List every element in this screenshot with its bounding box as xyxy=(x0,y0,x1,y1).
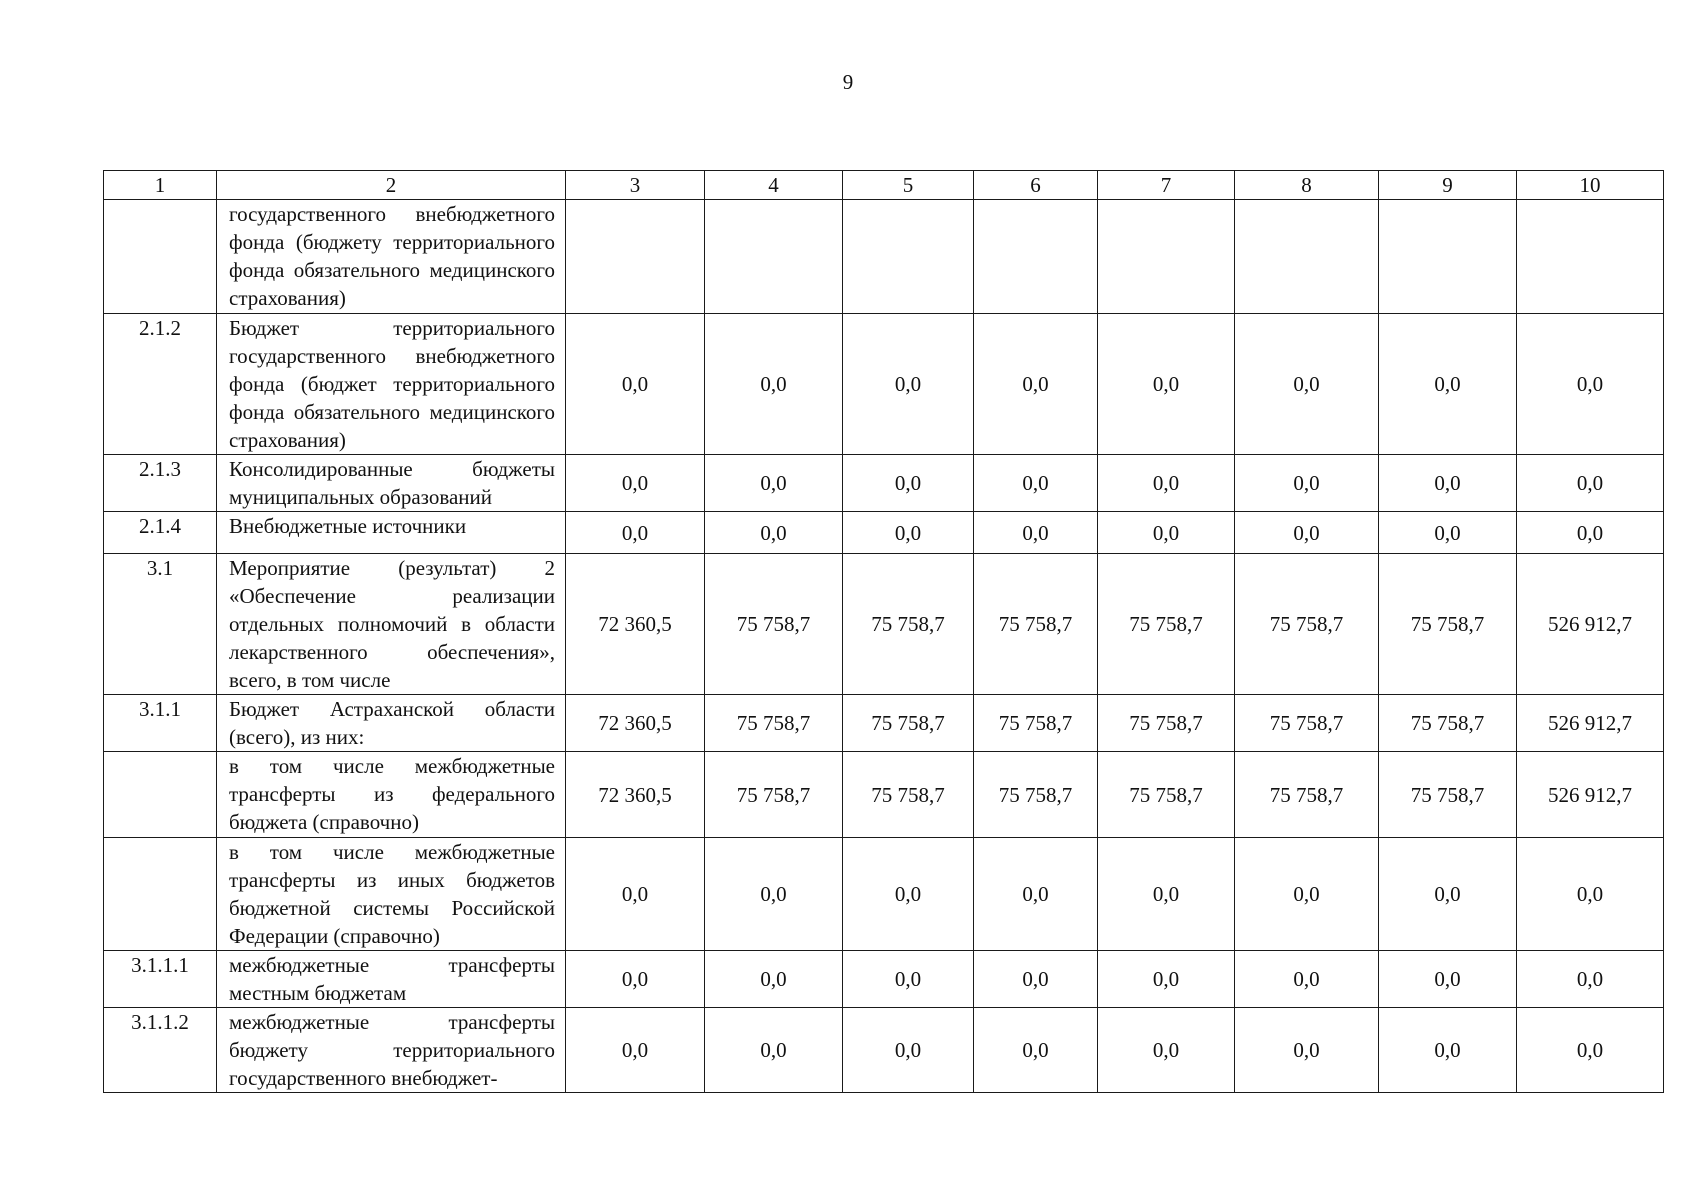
row-description: Внебюджетные источники xyxy=(217,512,566,554)
value-cell: 72 360,5 xyxy=(566,752,705,838)
row-number: 3.1.1.1 xyxy=(104,951,217,1008)
value-cell: 0,0 xyxy=(843,512,974,554)
budget-table xyxy=(103,170,1664,1093)
value-cell: 0,0 xyxy=(1517,512,1664,554)
value-cell: 0,0 xyxy=(1517,314,1664,455)
value-cell xyxy=(1517,200,1664,314)
value-cell: 0,0 xyxy=(1379,512,1517,554)
row-number xyxy=(104,838,217,951)
table-row xyxy=(104,695,1664,752)
value-cell: 0,0 xyxy=(566,838,705,951)
value-cell xyxy=(1098,200,1235,314)
row-number: 3.1.1 xyxy=(104,695,217,752)
table-header-row xyxy=(104,171,1664,200)
value-cell: 0,0 xyxy=(1235,455,1379,512)
table-row xyxy=(104,314,1664,455)
value-cell: 75 758,7 xyxy=(843,695,974,752)
value-cell: 0,0 xyxy=(843,838,974,951)
value-cell: 0,0 xyxy=(1379,1008,1517,1093)
value-cell: 0,0 xyxy=(1098,314,1235,455)
value-cell: 0,0 xyxy=(1379,951,1517,1008)
row-description: государственного внебюджетного фонда (бюджету территориального фонда обязательного медицинского страхования) xyxy=(217,200,566,314)
value-cell: 0,0 xyxy=(566,455,705,512)
row-number: 3.1.1.2 xyxy=(104,1008,217,1093)
value-cell: 0,0 xyxy=(566,1008,705,1093)
value-cell: 75 758,7 xyxy=(1379,695,1517,752)
value-cell: 75 758,7 xyxy=(705,752,843,838)
value-cell: 526 912,7 xyxy=(1517,554,1664,695)
value-cell: 526 912,7 xyxy=(1517,752,1664,838)
value-cell: 0,0 xyxy=(1235,838,1379,951)
row-number: 2.1.4 xyxy=(104,512,217,554)
value-cell: 75 758,7 xyxy=(1379,752,1517,838)
value-cell: 0,0 xyxy=(974,314,1098,455)
value-cell: 0,0 xyxy=(1098,838,1235,951)
value-cell: 75 758,7 xyxy=(705,554,843,695)
row-description: межбюджетные трансферты местным бюджетам xyxy=(217,951,566,1008)
value-cell: 0,0 xyxy=(1235,314,1379,455)
column-header: 1 xyxy=(104,171,217,200)
value-cell: 75 758,7 xyxy=(1098,554,1235,695)
table-row xyxy=(104,512,1664,554)
column-header: 8 xyxy=(1235,171,1379,200)
row-description: Бюджет Астраханской области (всего), из них: xyxy=(217,695,566,752)
value-cell: 75 758,7 xyxy=(974,554,1098,695)
row-description: Консолидированные бюджеты муниципальных образований xyxy=(217,455,566,512)
value-cell: 0,0 xyxy=(843,314,974,455)
value-cell: 0,0 xyxy=(566,951,705,1008)
value-cell: 0,0 xyxy=(974,1008,1098,1093)
value-cell: 75 758,7 xyxy=(1379,554,1517,695)
value-cell: 0,0 xyxy=(843,951,974,1008)
row-description: Мероприятие (результат) 2 «Обеспечение реализации отдельных полномочий в области лекарственного обеспечения», всего, в том числе xyxy=(217,554,566,695)
value-cell: 0,0 xyxy=(1517,1008,1664,1093)
table-row xyxy=(104,838,1664,951)
page-number: 9 xyxy=(842,70,854,94)
value-cell: 0,0 xyxy=(1098,512,1235,554)
value-cell: 75 758,7 xyxy=(843,752,974,838)
value-cell xyxy=(566,200,705,314)
value-cell: 0,0 xyxy=(1379,314,1517,455)
value-cell: 75 758,7 xyxy=(843,554,974,695)
value-cell: 0,0 xyxy=(705,838,843,951)
value-cell xyxy=(974,200,1098,314)
value-cell: 75 758,7 xyxy=(705,695,843,752)
value-cell: 0,0 xyxy=(566,314,705,455)
value-cell: 0,0 xyxy=(1517,455,1664,512)
value-cell xyxy=(705,200,843,314)
row-description: в том числе межбюджетные трансферты из федерального бюджета (справочно) xyxy=(217,752,566,838)
value-cell: 75 758,7 xyxy=(1098,752,1235,838)
value-cell: 0,0 xyxy=(974,838,1098,951)
value-cell: 0,0 xyxy=(843,455,974,512)
value-cell: 0,0 xyxy=(566,512,705,554)
row-number xyxy=(104,200,217,314)
table-row xyxy=(104,752,1664,838)
value-cell xyxy=(1379,200,1517,314)
table-row xyxy=(104,200,1664,314)
value-cell xyxy=(843,200,974,314)
value-cell: 72 360,5 xyxy=(566,695,705,752)
row-description: межбюджетные трансферты бюджету территориального государственного внебюджет- xyxy=(217,1008,566,1093)
value-cell: 0,0 xyxy=(1098,455,1235,512)
value-cell: 0,0 xyxy=(974,512,1098,554)
row-number: 3.1 xyxy=(104,554,217,695)
value-cell: 75 758,7 xyxy=(974,695,1098,752)
value-cell: 75 758,7 xyxy=(1235,752,1379,838)
value-cell: 75 758,7 xyxy=(1235,695,1379,752)
value-cell: 75 758,7 xyxy=(1098,695,1235,752)
column-header: 2 xyxy=(217,171,566,200)
value-cell: 0,0 xyxy=(974,455,1098,512)
column-header: 4 xyxy=(705,171,843,200)
table-row xyxy=(104,554,1664,695)
value-cell: 72 360,5 xyxy=(566,554,705,695)
table-row xyxy=(104,951,1664,1008)
value-cell: 0,0 xyxy=(705,951,843,1008)
value-cell: 0,0 xyxy=(974,951,1098,1008)
value-cell: 0,0 xyxy=(705,455,843,512)
value-cell: 75 758,7 xyxy=(1235,554,1379,695)
column-header: 10 xyxy=(1517,171,1664,200)
column-header: 6 xyxy=(974,171,1098,200)
value-cell: 0,0 xyxy=(1379,455,1517,512)
value-cell: 0,0 xyxy=(1517,951,1664,1008)
value-cell: 0,0 xyxy=(1098,951,1235,1008)
value-cell: 0,0 xyxy=(1235,1008,1379,1093)
value-cell: 0,0 xyxy=(705,1008,843,1093)
value-cell: 0,0 xyxy=(1235,512,1379,554)
row-number: 2.1.2 xyxy=(104,314,217,455)
value-cell xyxy=(1235,200,1379,314)
row-number: 2.1.3 xyxy=(104,455,217,512)
column-header: 5 xyxy=(843,171,974,200)
table-row xyxy=(104,455,1664,512)
value-cell: 0,0 xyxy=(1098,1008,1235,1093)
row-description: Бюджет территориального государственного внебюджетного фонда (бюджет территориального фонда обязательного медицинского страхования) xyxy=(217,314,566,455)
value-cell: 0,0 xyxy=(705,512,843,554)
value-cell: 0,0 xyxy=(1517,838,1664,951)
value-cell: 0,0 xyxy=(1235,951,1379,1008)
value-cell: 526 912,7 xyxy=(1517,695,1664,752)
value-cell: 0,0 xyxy=(1379,838,1517,951)
value-cell: 0,0 xyxy=(843,1008,974,1093)
row-description: в том числе межбюджетные трансферты из иных бюджетов бюджетной системы Российской Федерации (справочно) xyxy=(217,838,566,951)
column-header: 7 xyxy=(1098,171,1235,200)
value-cell: 0,0 xyxy=(705,314,843,455)
column-header: 3 xyxy=(566,171,705,200)
column-header: 9 xyxy=(1379,171,1517,200)
value-cell: 75 758,7 xyxy=(974,752,1098,838)
table-row xyxy=(104,1008,1664,1093)
row-number xyxy=(104,752,217,838)
